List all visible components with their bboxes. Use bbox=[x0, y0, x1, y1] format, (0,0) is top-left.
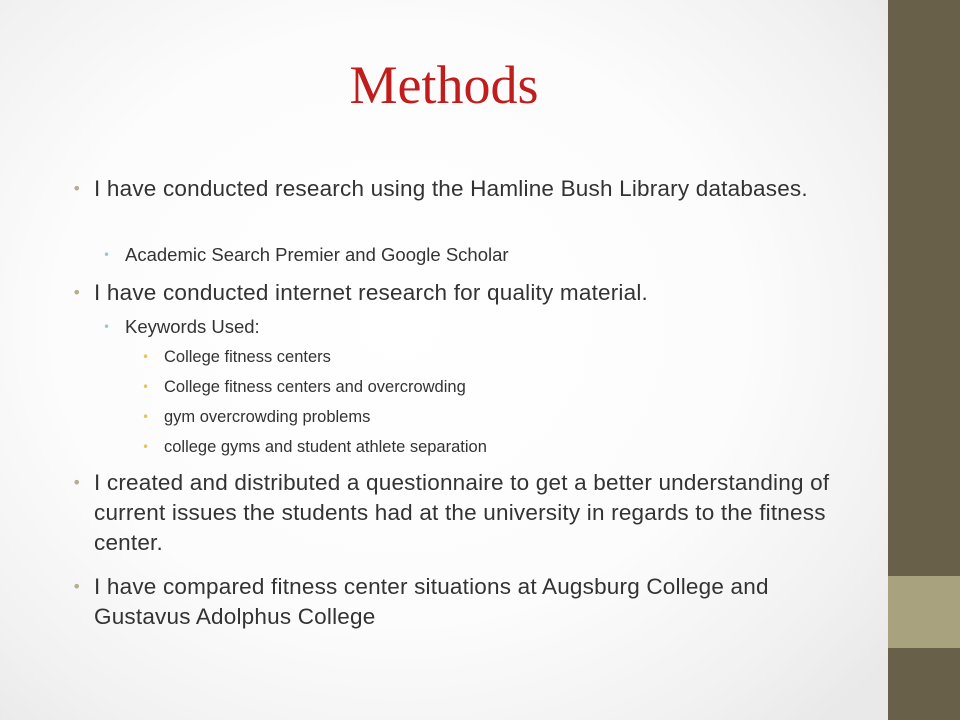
bullet-level1 bbox=[72, 174, 836, 204]
bullet-dot-icon: • bbox=[72, 473, 82, 492]
bullet-level3 bbox=[142, 436, 824, 458]
bullet-text: I have compared fitness center situations at Augsburg College and Gustavus Adolphus College bbox=[94, 574, 769, 629]
bullet-level2 bbox=[103, 243, 825, 267]
bullet-text: college gyms and student athlete separation bbox=[164, 438, 487, 456]
bullet-level2 bbox=[103, 315, 825, 339]
bullet-dot-icon: • bbox=[72, 577, 82, 596]
bullet-text: Academic Search Premier and Google Scholar bbox=[125, 244, 509, 265]
bullet-dot-icon: • bbox=[72, 179, 82, 198]
bullet-dot-icon: • bbox=[103, 248, 111, 262]
bullet-text: College fitness centers and overcrowding bbox=[164, 378, 466, 396]
bullet-level1 bbox=[72, 468, 836, 558]
bullet-text: Keywords Used: bbox=[125, 316, 260, 337]
bullet-text: I have conducted research using the Hamline Bush Library databases. bbox=[94, 176, 808, 201]
bullet-level1 bbox=[72, 572, 836, 632]
bullet-dot-icon: • bbox=[142, 410, 150, 424]
bullet-dot-icon: • bbox=[142, 380, 150, 394]
bullet-text: gym overcrowding problems bbox=[164, 408, 371, 426]
bullet-dot-icon: • bbox=[103, 320, 111, 334]
bullet-dot-icon: • bbox=[142, 440, 150, 454]
bullet-level3 bbox=[142, 346, 824, 368]
decorative-sidebar-accent bbox=[888, 576, 960, 648]
slide-title: Methods bbox=[349, 55, 539, 115]
bullet-text: I have conducted internet research for quality material. bbox=[94, 280, 648, 305]
bullet-level3 bbox=[142, 406, 824, 428]
bullet-dot-icon: • bbox=[72, 283, 82, 302]
bullet-text: I created and distributed a questionnaire to get a better understanding of current issues the students had at the university in regards to the fitness center. bbox=[94, 470, 830, 555]
bullet-text: College fitness centers bbox=[164, 348, 331, 366]
bullet-level3 bbox=[142, 376, 824, 398]
bullet-level1 bbox=[72, 278, 836, 308]
bullet-dot-icon: • bbox=[142, 350, 150, 364]
